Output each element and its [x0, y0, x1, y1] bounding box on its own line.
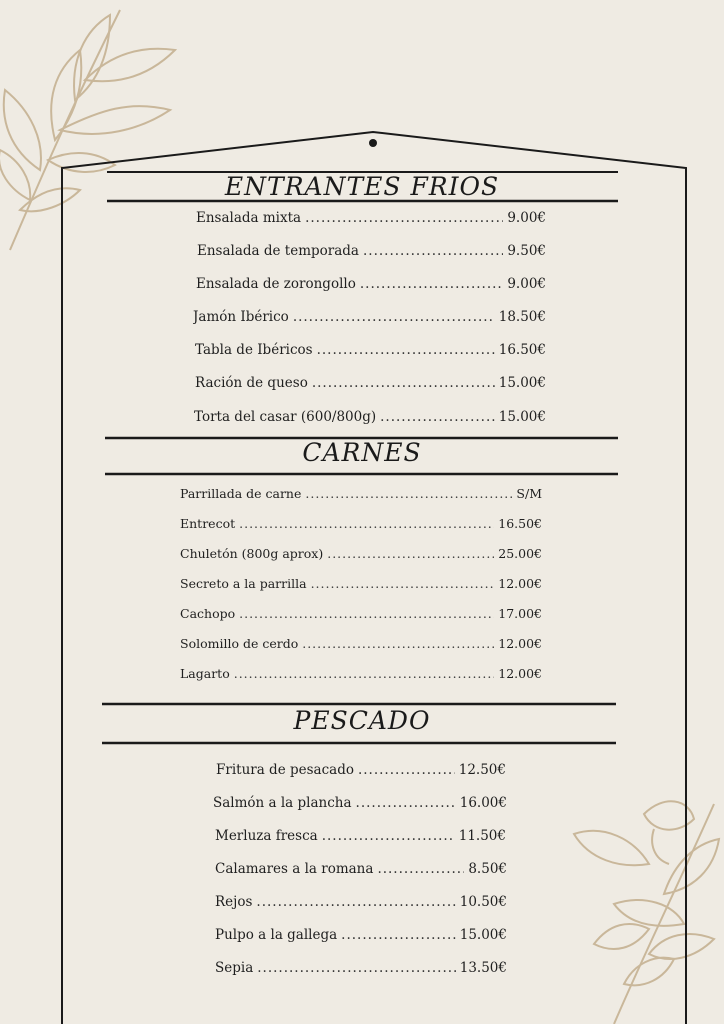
item-name: Ensalada de temporada: [197, 243, 359, 259]
menu-item: [180, 486, 542, 501]
menu-item: [180, 636, 542, 651]
leader-dots: [234, 666, 495, 681]
item-price: 16.50€: [498, 342, 546, 358]
leader-dots: [358, 762, 455, 778]
item-price: 11.50€: [458, 828, 506, 844]
item-name: Torta del casar (600/800g): [194, 409, 377, 425]
menu-item: [215, 960, 507, 976]
item-name: Fritura de pesacado: [216, 762, 354, 778]
leader-dots: [327, 546, 494, 561]
item-price: 15.00€: [459, 927, 507, 943]
menu-item: [213, 795, 507, 811]
item-price: 16.00€: [459, 795, 507, 811]
item-price: 15.00€: [498, 409, 546, 425]
item-price: 16.50€: [498, 516, 542, 531]
leader-dots: [256, 894, 455, 910]
menu-item: [197, 243, 546, 259]
item-price: 9.00€: [507, 276, 546, 292]
item-name: Cachopo: [180, 606, 236, 621]
section-title-pescado: PESCADO: [293, 706, 431, 735]
leader-dots: [317, 342, 495, 358]
leader-dots: [363, 243, 503, 259]
item-price: 10.50€: [459, 894, 507, 910]
item-price: 17.00€: [498, 606, 542, 621]
leader-dots: [305, 210, 503, 226]
section-title-entrantes: ENTRANTES FRIOS: [224, 172, 500, 201]
leader-dots: [322, 828, 455, 844]
menu-item: [180, 666, 542, 681]
item-price: 12.00€: [498, 666, 542, 681]
menu-item: [215, 894, 507, 910]
item-name: Jamón Ibérico: [193, 309, 289, 325]
leader-dots: [239, 606, 494, 621]
item-name: Pulpo a la gallega: [215, 927, 338, 943]
item-name: Rejos: [215, 894, 253, 910]
menu-item: [215, 861, 507, 877]
item-name: Entrecot: [180, 516, 236, 531]
leader-dots: [360, 276, 503, 292]
item-name: Ensalada mixta: [196, 210, 302, 226]
item-name: Tabla de Ibéricos: [195, 342, 313, 358]
leader-dots: [312, 375, 495, 391]
leader-dots: [257, 960, 456, 976]
item-name: Calamares a la romana: [215, 861, 374, 877]
item-name: Chuletón (800g aprox): [180, 546, 324, 561]
menu-item: [194, 409, 546, 425]
item-price: S/M: [516, 486, 542, 501]
item-name: Solomillo de cerdo: [180, 636, 299, 651]
item-name: Ración de queso: [195, 375, 308, 391]
leader-dots: [305, 486, 512, 501]
menu-item: [180, 546, 542, 561]
item-price: 15.00€: [498, 375, 546, 391]
item-price: 9.00€: [507, 210, 546, 226]
menu-item: [196, 210, 546, 226]
item-name: Merluza fresca: [215, 828, 318, 844]
item-name: Secreto a la parrilla: [180, 576, 307, 591]
menu-item: [215, 927, 507, 943]
menu-item: [193, 309, 546, 325]
leader-dots: [377, 861, 464, 877]
menu-item: [196, 276, 546, 292]
item-price: 13.50€: [459, 960, 507, 976]
leader-dots: [380, 409, 495, 425]
menu-item: [215, 828, 506, 844]
item-name: Lagarto: [180, 666, 230, 681]
item-price: 25.00€: [498, 546, 542, 561]
leader-dots: [239, 516, 494, 531]
item-name: Sepia: [215, 960, 254, 976]
item-price: 9.50€: [507, 243, 546, 259]
leader-dots: [341, 927, 456, 943]
menu-item: [195, 342, 546, 358]
menu-item: [180, 516, 542, 531]
item-price: 12.00€: [498, 576, 542, 591]
item-price: 12.00€: [498, 636, 542, 651]
section-title-carnes: CARNES: [302, 438, 422, 467]
menu-item: [195, 375, 546, 391]
item-name: Parrillada de carne: [180, 486, 302, 501]
menu-item: [216, 762, 506, 778]
menu-item: [180, 576, 542, 591]
leader-dots: [356, 795, 456, 811]
item-price: 18.50€: [498, 309, 546, 325]
item-price: 8.50€: [468, 861, 507, 877]
item-name: Ensalada de zorongollo: [196, 276, 356, 292]
leader-dots: [302, 636, 494, 651]
menu-item: [180, 606, 542, 621]
item-price: 12.50€: [458, 762, 506, 778]
leader-dots: [311, 576, 495, 591]
item-name: Salmón a la plancha: [213, 795, 352, 811]
leader-dots: [293, 309, 495, 325]
